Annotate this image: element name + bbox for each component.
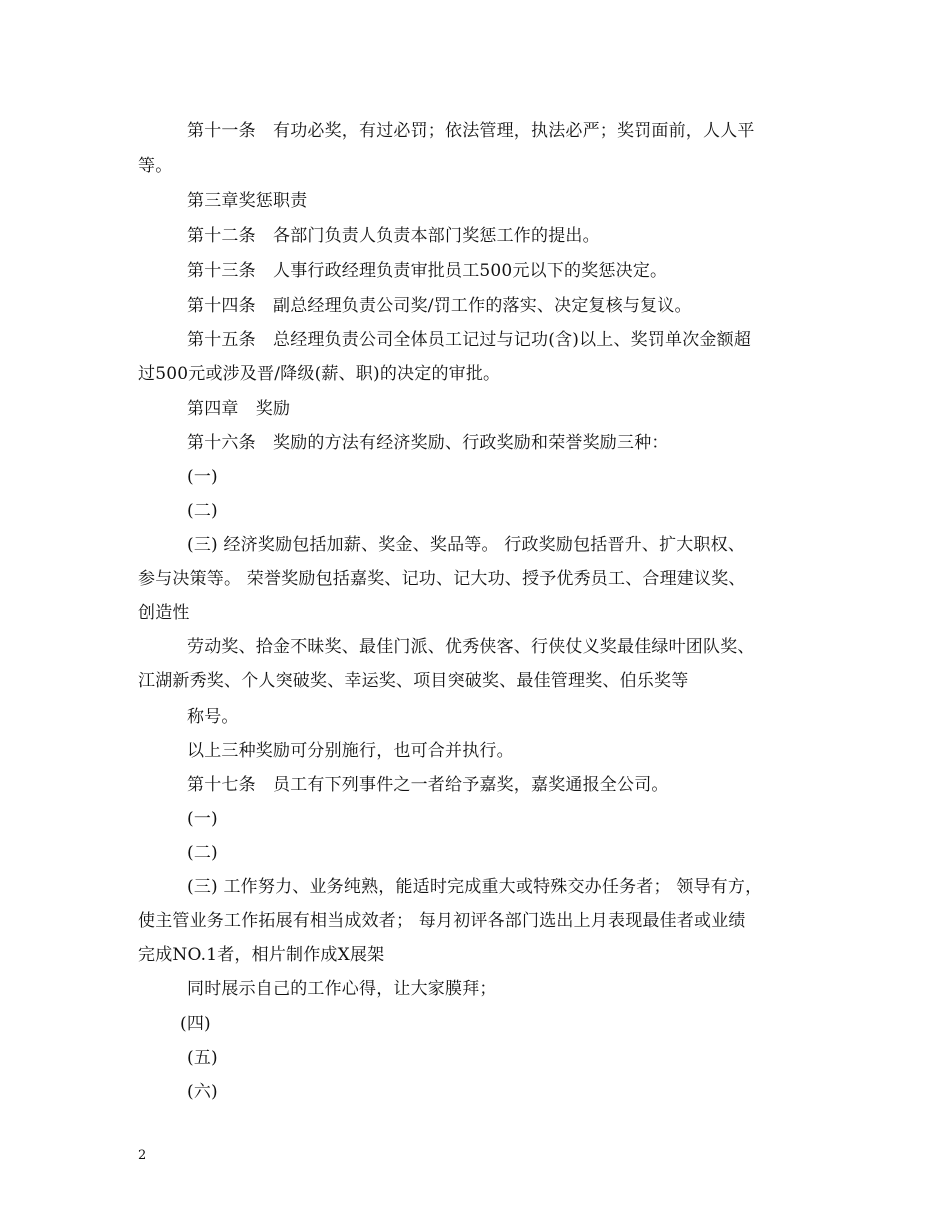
text-line: 创造性 xyxy=(138,603,190,623)
list-marker: (六) xyxy=(187,1082,218,1102)
list-marker: (二) xyxy=(187,501,218,521)
text-line: 第十五条 总经理负责公司全体员工记过与记功(含)以上、奖罚单次金额超 xyxy=(187,330,752,350)
text-line: 江湖新秀奖、个人突破奖、幸运奖、项目突破奖、最佳管理奖、伯乐奖等 xyxy=(138,671,689,691)
section-heading: 第三章奖惩职责 xyxy=(187,191,308,211)
text-line: 以上三种奖励可分别施行，也可合并执行。 xyxy=(187,741,514,761)
section-heading: 第四章 奖励 xyxy=(187,399,291,419)
list-marker: (一) xyxy=(187,809,218,829)
text-line: 第十一条 有功必奖，有过必罚；依法管理，执法必严；奖罚面前，人人平 xyxy=(187,121,755,141)
text-line: (三) 经济奖励包括加薪、奖金、奖品等。 行政奖励包括晋升、扩大职权、 xyxy=(187,535,746,555)
text-line: 第十七条 员工有下列事件之一者给予嘉奖，嘉奖通报全公司。 xyxy=(187,775,669,795)
text-line: 称号。 xyxy=(187,707,239,727)
text-line: 使主管业务工作拓展有相当成效者； 每月初评各部门选出上月表现最佳者或业绩 xyxy=(138,911,746,931)
list-marker: (二) xyxy=(187,843,218,863)
text-line: 过500元或涉及晋/降级(薪、职)的决定的审批。 xyxy=(138,364,501,384)
text-line: 第十四条 副总经理负责公司奖/罚工作的落实、决定复核与复议。 xyxy=(187,296,692,316)
text-line: 第十二条 各部门负责人负责本部门奖惩工作的提出。 xyxy=(187,226,600,246)
list-marker: (一) xyxy=(187,467,218,487)
text-line: 完成NO.1者，相片制作成X展架 xyxy=(138,945,385,965)
text-line: 第十三条 人事行政经理负责审批员工500元以下的奖惩决定。 xyxy=(187,261,668,281)
text-line: 同时展示自己的工作心得，让大家膜拜； xyxy=(187,979,497,999)
text-line: 第十六条 奖励的方法有经济奖励、行政奖励和荣誉奖励三种： xyxy=(187,433,669,453)
list-marker: (五) xyxy=(187,1048,218,1068)
text-line: 劳动奖、拾金不昧奖、最佳门派、优秀侠客、行侠仗义奖最佳绿叶团队奖、 xyxy=(187,637,755,657)
page-number: 2 xyxy=(138,1148,147,1163)
text-line: (三) 工作努力、业务纯熟，能适时完成重大或特殊交办任务者； 领导有方， xyxy=(187,877,763,897)
list-marker: (四) xyxy=(180,1014,211,1034)
text-line: 参与决策等。 荣誉奖励包括嘉奖、记功、记大功、授予优秀员工、合理建议奖、 xyxy=(138,569,746,589)
text-line: 等。 xyxy=(138,156,173,176)
